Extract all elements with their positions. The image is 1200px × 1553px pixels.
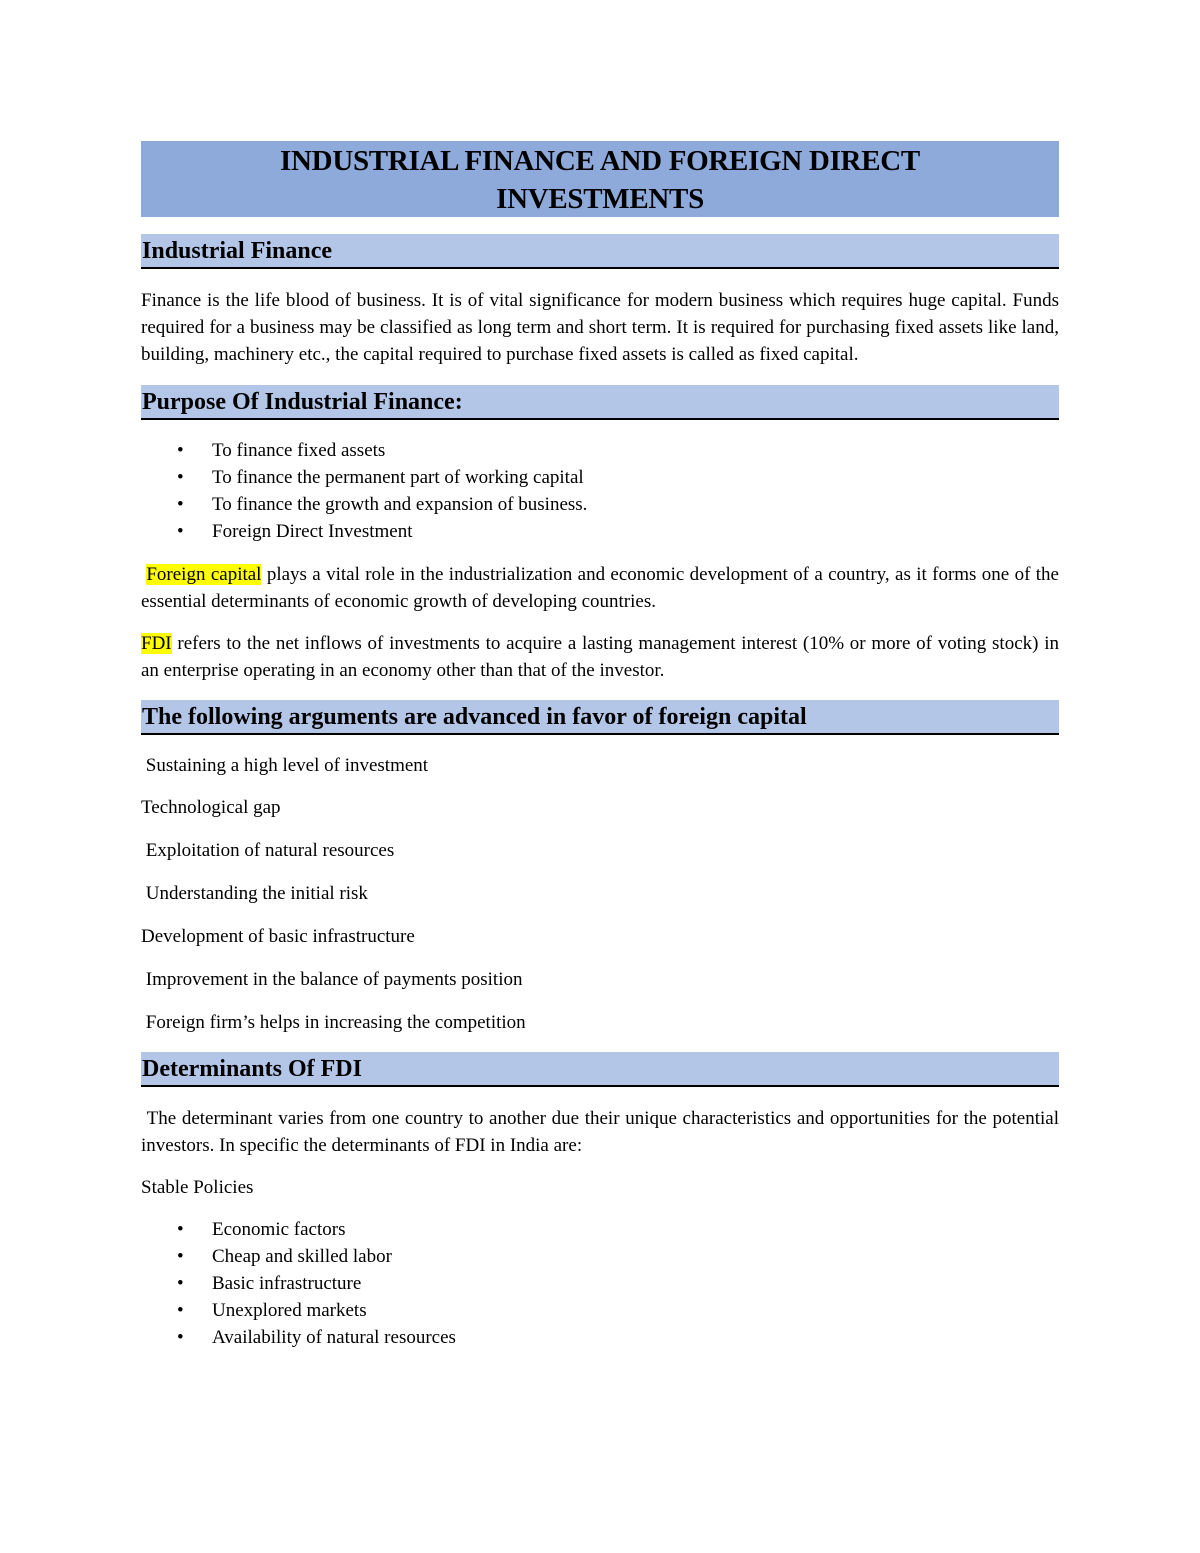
section-heading-industrial-finance: Industrial Finance: [141, 234, 1059, 269]
determinants-bullet-list: [141, 1216, 1059, 1351]
list-item: Understanding the initial risk: [141, 883, 368, 904]
section-heading-determinants: Determinants Of FDI: [141, 1052, 1059, 1087]
industrial-finance-paragraph: Finance is the life blood of business. It is of vital significance for modern business which requires huge capital. Funds required for a business may be classified as long term and short term. It is required for purchasing fixed assets like land, building, machinery etc., the capital required to purchase fixed assets is called as fixed capital.: [141, 290, 1059, 365]
list-item: • Unexplored markets: [141, 1297, 1059, 1324]
highlighted-term: FDI: [141, 633, 172, 654]
stable-policies-label: Stable Policies: [141, 1177, 254, 1198]
list-item: • To finance fixed assets: [141, 437, 1059, 464]
bullet-icon: •: [177, 1219, 184, 1240]
bullet-icon: •: [177, 521, 184, 542]
list-item: • Economic factors: [141, 1216, 1059, 1243]
foreign-capital-paragraph: Foreign capital plays a vital role in the industrialization and economic development of a country, as it forms one of the essential determinants of economic growth of developing countries.: [141, 564, 1059, 612]
list-item: • Basic infrastructure: [141, 1270, 1059, 1297]
section-heading-arguments: The following arguments are advanced in favor of foreign capital: [141, 700, 1059, 735]
list-item: • Foreign Direct Investment: [141, 518, 1059, 545]
bullet-icon: •: [177, 1273, 184, 1294]
determinants-paragraph: The determinant varies from one country to another due their unique characteristics and opportunities for the potential investors. In specific the determinants of FDI in India are:: [141, 1108, 1064, 1156]
list-item: Development of basic infrastructure: [141, 926, 415, 947]
highlighted-term: Foreign capital: [146, 564, 262, 585]
arguments-list: [141, 752, 1059, 1036]
list-item: Technological gap: [141, 797, 281, 818]
bullet-icon: •: [177, 1246, 184, 1267]
document-title: [141, 141, 1059, 217]
title-line-2: INVESTMENTS: [496, 183, 704, 215]
bullet-icon: •: [177, 1300, 184, 1321]
bullet-icon: •: [177, 440, 184, 461]
list-item: • Availability of natural resources: [141, 1324, 1059, 1351]
fdi-definition-paragraph: FDI refers to the net inflows of investments to acquire a lasting management interest (10% or more of voting stock) in an enterprise operating in an economy other than that of the investor.: [141, 633, 1059, 681]
list-item: • Cheap and skilled labor: [141, 1243, 1059, 1270]
list-item: • To finance the growth and expansion of business.: [141, 491, 1059, 518]
list-item: Foreign firm’s helps in increasing the competition: [141, 1012, 526, 1033]
document-body: [141, 141, 1064, 1351]
section-heading-purpose: Purpose Of Industrial Finance:: [141, 385, 1059, 420]
title-line-1: INDUSTRIAL FINANCE AND FOREIGN DIRECT: [280, 145, 920, 177]
list-item: Sustaining a high level of investment: [141, 755, 429, 776]
list-item: Improvement in the balance of payments position: [141, 969, 523, 990]
bullet-icon: •: [177, 467, 184, 488]
bullet-icon: •: [177, 494, 184, 515]
list-item: Exploitation of natural resources: [141, 840, 395, 861]
list-item: • To finance the permanent part of working capital: [141, 464, 1059, 491]
purpose-bullet-list: [141, 437, 1059, 545]
bullet-icon: •: [177, 1327, 184, 1348]
